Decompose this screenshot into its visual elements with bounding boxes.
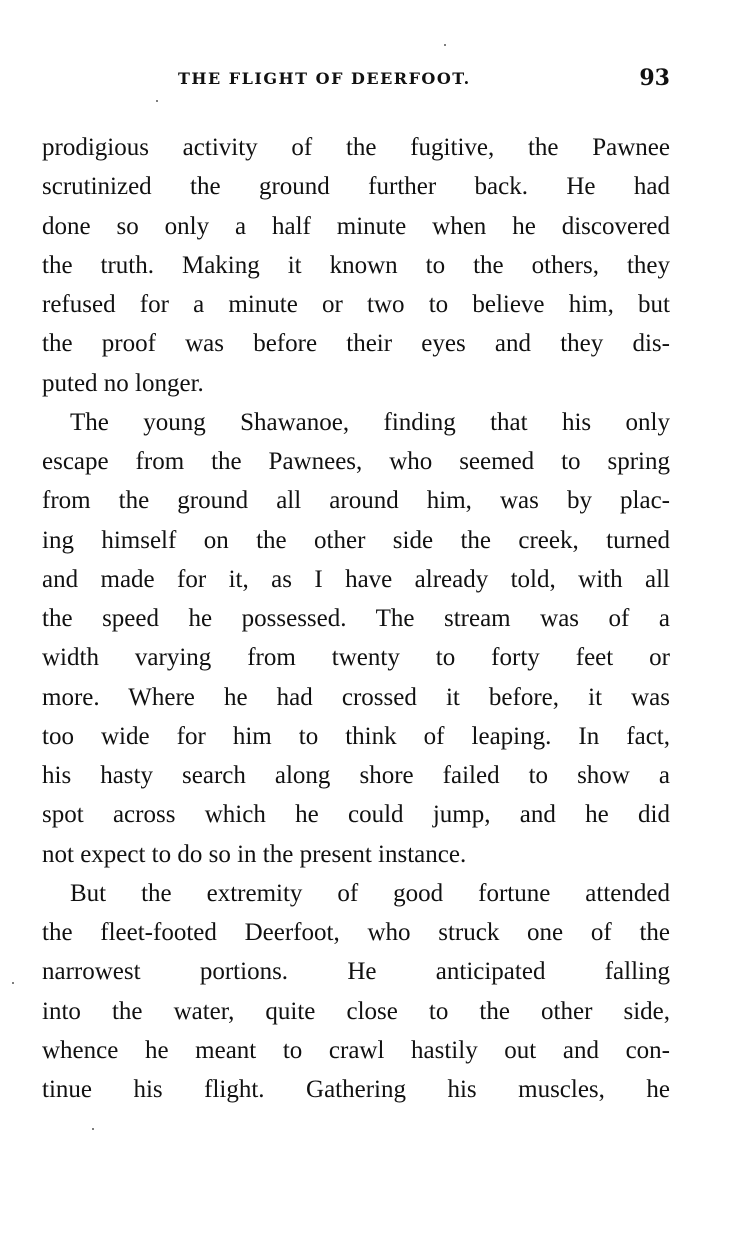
- text-line: refused for a minute or two to believe him, but: [42, 291, 670, 318]
- print-speck: [12, 982, 14, 984]
- text-line: done so only a half minute when he discovered: [42, 212, 670, 240]
- print-speck: [156, 100, 158, 102]
- print-speck: [444, 44, 446, 46]
- text-line: width varying from twenty to forty feet or: [42, 644, 670, 672]
- text-line: his hasty search along shore failed to show a: [42, 762, 670, 789]
- text-line: the speed he possessed. The stream was of a: [42, 605, 670, 632]
- text-line: scrutinized the ground further back. He had: [42, 173, 670, 201]
- text-line: from the ground all around him, was by plac-: [42, 487, 670, 515]
- page-header: [42, 58, 670, 98]
- page-number: 93: [639, 65, 670, 91]
- body-text: [42, 128, 670, 1109]
- text-line: spot across which he could jump, and he did: [42, 801, 670, 829]
- text-line: too wide for him to think of leaping. In fact,: [42, 722, 670, 750]
- text-line: But the extremity of good fortune attended: [70, 879, 670, 907]
- text-line: more. Where he had crossed it before, it was: [42, 683, 670, 711]
- text-line: The young Shawanoe, finding that his only: [70, 408, 670, 436]
- text-line: the truth. Making it known to the others, they: [42, 251, 670, 279]
- text-line: the fleet-footed Deerfoot, who struck one of the: [42, 919, 670, 946]
- text-line: the proof was before their eyes and they dis-: [42, 330, 670, 358]
- text-line: not expect to do so in the present instance.: [42, 840, 467, 868]
- print-speck: [92, 1128, 94, 1130]
- text-line: tinue his flight. Gathering his muscles, he: [42, 1076, 670, 1103]
- text-line: whence he meant to crawl hastily out and con-: [42, 1036, 670, 1064]
- text-line: escape from the Pawnees, who seemed to spring: [42, 448, 670, 475]
- text-line: into the water, quite close to the other side,: [42, 997, 670, 1025]
- text-line: prodigious activity of the fugitive, the Pawnee: [42, 134, 670, 161]
- text-line: narrowest portions. He anticipated falling: [42, 958, 670, 986]
- running-title: THE FLIGHT OF DEERFOOT.: [178, 68, 471, 88]
- text-line: ing himself on the other side the creek, turned: [42, 526, 670, 554]
- text-line: and made for it, as I have already told, with all: [42, 565, 670, 593]
- text-line: puted no longer.: [42, 369, 204, 397]
